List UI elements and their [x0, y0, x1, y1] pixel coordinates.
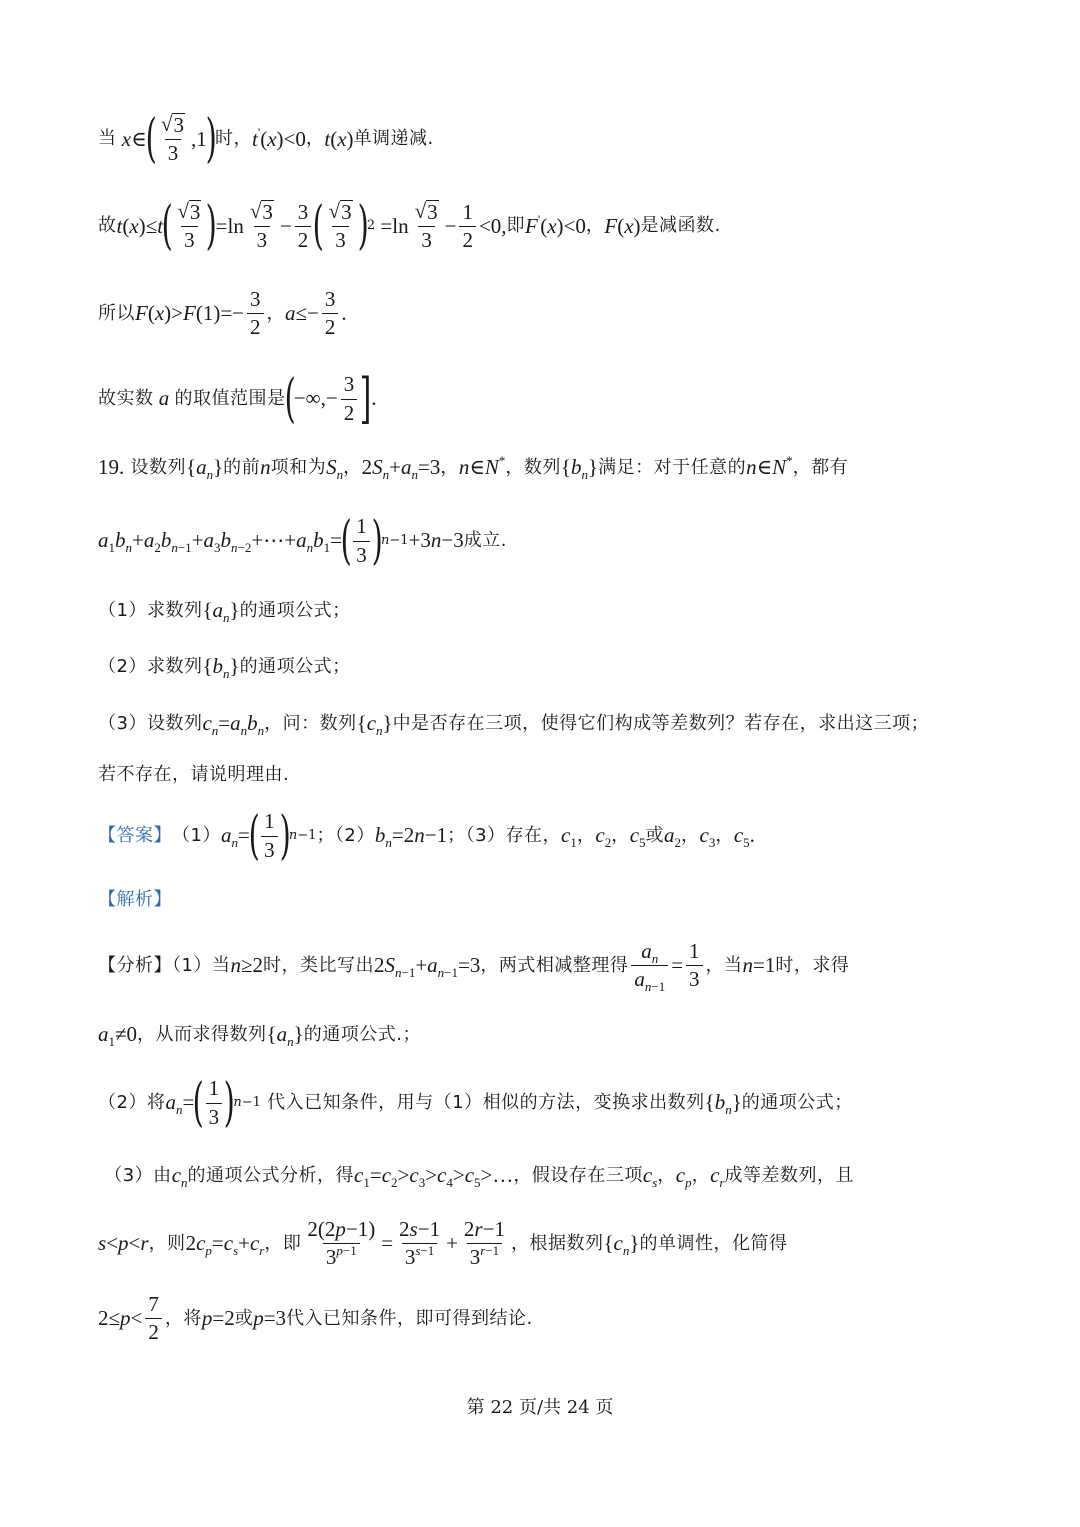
- doc-line-15: （2）将 $a_n=$ ( $\frac{1}{3}$ ) n−1 代入已知条件，用与（1）相似的方法，变换求出数列 $\{b_n\}$ 的通项公式；: [98, 1073, 853, 1133]
- doc-line-18: 2≤p< $\frac{7}{2}$ ，将 p=2 或 p=3 代入已知条件，即可得到结论.: [98, 1292, 533, 1345]
- doc-line-8: （2）求数列 $\{b_n\}$ 的通项公式；: [98, 654, 351, 681]
- doc-line-4: 故实数 a 的取值范围是 ( −∞,− $\frac{3}{2}$ ] .: [98, 367, 377, 430]
- doc-line-9: （3）设数列 $c_n=a_nb_n$ ，问：数列 $\{c_n\}$ 中是否存在三项，使得它们构成等差数列？若存在，求出这三项；: [98, 711, 930, 738]
- doc-line-16: （3）由 $c_n$ 的通项公式分析，得 $c_1=c_2>c_3>c_4>c_5>\dots$ ，假设存在三项 $c_s$ ， $c_p$ ， $c_r$ 成等差数列，且: [98, 1163, 854, 1190]
- doc-line-13: 【分析】（1）当 n≥2 时，类比写出 $2S_{n-1}+a_{n-1}=3$ ，两式相减整理得 $\frac{a_n}{a_{n-1}}$ = $\frac{1}{3}$ ，当 n=1 时，求得: [98, 939, 850, 995]
- doc-line-2: 故 t(x)≤t ( √ 3 3 ) =ln √ 3 3 − $\frac{3}{2}$ ( √ 3 3 ) 2 =ln √ 3 3 − $\frac{1}{2}$ <0, 即 F'(x)<0 ， F(x) 是减函数.: [98, 196, 721, 257]
- page-footer: 第 22 页/共 24 页: [466, 1397, 614, 1418]
- doc-line-17: s<p<r ，则 $2c_p=c_s+c_r$ ，即 $\frac{2(2p-1)}{3^{p-1}}$ = $\frac{2s-1}{3^{s-1}}$ + $\frac{2r-1}{3^{r-1}}$ ，根据数列 $\{c_n\}$ 的单调性，化简得: [98, 1217, 788, 1270]
- doc-line-5: 19. 设数列 $\{a_n\}$ 的前 n 项和为 $S_n$ ， $2S_n+a_n=3$ ， n∈N* ，数列 $\{b_n\}$ 满足：对于任意的 n∈N* ，都有: [98, 453, 849, 482]
- analysis-heading: 【解析】: [98, 889, 172, 910]
- doc-line-7: （1）求数列 $\{a_n\}$ 的通项公式；: [98, 598, 351, 625]
- doc-line-6: $a_1b_n+a_2b_{n-1}+a_3b_{n-2}+\cdots+a_nb_1=$ ( $\frac{1}{3}$ ) n−1 +3n−3 成立.: [98, 511, 507, 571]
- doc-line-3: 所以 F(x)>F(1)=− $\frac{3}{2}$ ， a≤− $\frac{3}{2}$ .: [98, 287, 347, 340]
- doc-line-14: $a_1\ne 0$ ，从而求得数列 $\{a_n\}$ 的通项公式.；: [98, 1022, 421, 1049]
- doc-line-10: 若不存在，请说明理由.: [98, 764, 290, 785]
- answer-line: 【答案】 （1） $a_n=$ ( $\frac{1}{3}$ ) n−1 ；（2） $b_n=2n-1$ ；（3）存在， $c_1$ ， $c_2$ ， $c_5$ 或 $a_2$ ， $c_3$ ， $c_5$.: [98, 806, 755, 866]
- answer-tag: 【答案】: [98, 825, 172, 847]
- doc-line-1: 当 x∈ ( √ 3 3 ,1 ) 时， t'(x)<0 ， t(x) 单调递减.: [98, 109, 434, 170]
